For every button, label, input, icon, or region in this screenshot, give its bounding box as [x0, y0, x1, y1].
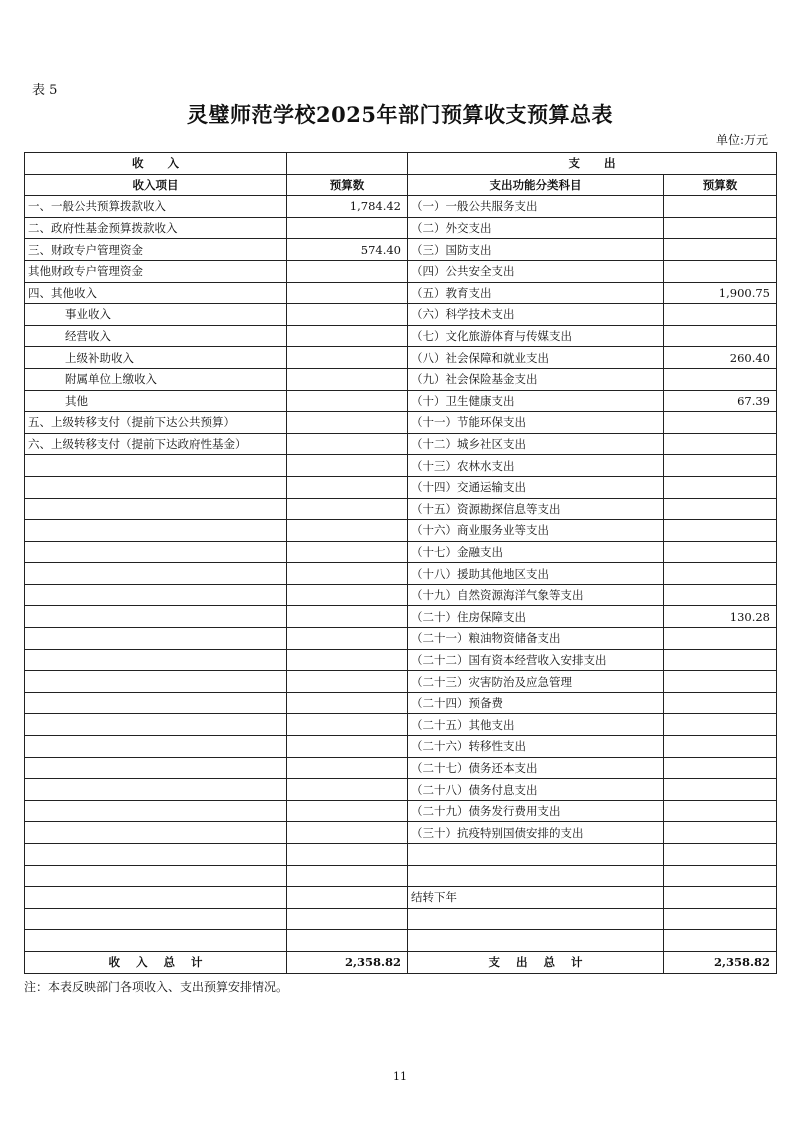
- income-amount-cell: [287, 692, 408, 714]
- expense-item-cell: [408, 930, 664, 952]
- income-item-cell: [25, 649, 287, 671]
- expense-item-cell: （三）国防支出: [408, 239, 664, 261]
- expense-amount-cell: [664, 930, 777, 952]
- expense-item-cell: （十）卫生健康支出: [408, 390, 664, 412]
- expense-item-cell: （二十一）粮油物资储备支出: [408, 628, 664, 650]
- column-header-row: [25, 174, 777, 196]
- income-amount-cell: [287, 606, 408, 628]
- total-row: [25, 951, 777, 973]
- table-row: [25, 692, 777, 714]
- expense-amount-cell: [664, 563, 777, 585]
- table-row: [25, 844, 777, 866]
- income-amount-cell: 1,784.42: [287, 196, 408, 218]
- income-item-cell: [25, 757, 287, 779]
- expense-item-cell: （九）社会保险基金支出: [408, 368, 664, 390]
- expense-item-cell: （七）文化旅游体育与传媒支出: [408, 325, 664, 347]
- expense-item-cell: （二十七）债务还本支出: [408, 757, 664, 779]
- income-item-cell: [25, 520, 287, 542]
- table-row: [25, 347, 777, 369]
- expense-amount-cell: [664, 800, 777, 822]
- expense-amount-cell: 260.40: [664, 347, 777, 369]
- expense-amount-cell: [664, 520, 777, 542]
- income-item-cell: [25, 455, 287, 477]
- expense-item-header: 支出功能分类科目: [408, 174, 664, 196]
- table-row: [25, 606, 777, 628]
- expense-amount-cell: [664, 584, 777, 606]
- expense-amount-cell: [664, 714, 777, 736]
- table-row: [25, 908, 777, 930]
- table-row: [25, 498, 777, 520]
- expense-item-cell: （三十）抗疫特别国债安排的支出: [408, 822, 664, 844]
- income-section-blank: [287, 153, 408, 175]
- table-row: [25, 865, 777, 887]
- income-amount-cell: [287, 779, 408, 801]
- income-amount-cell: [287, 476, 408, 498]
- footnote: 注：本表反映部门各项收入、支出预算安排情况。: [24, 980, 289, 994]
- income-item-cell: [25, 865, 287, 887]
- expense-item-cell: [408, 844, 664, 866]
- expense-item-cell: （二十二）国有资本经营收入安排支出: [408, 649, 664, 671]
- expense-item-cell: （二）外交支出: [408, 217, 664, 239]
- income-amount-cell: [287, 412, 408, 434]
- expense-amount-cell: [664, 887, 777, 909]
- income-amount-cell: [287, 822, 408, 844]
- income-amount-cell: [287, 628, 408, 650]
- table-row: [25, 239, 777, 261]
- expense-amount-cell: [664, 196, 777, 218]
- expense-amount-cell: 130.28: [664, 606, 777, 628]
- total-income-value: 2,358.82: [287, 951, 408, 973]
- expense-item-cell: （一）一般公共服务支出: [408, 196, 664, 218]
- table-row: [25, 757, 777, 779]
- table-row: [25, 390, 777, 412]
- income-amount-cell: [287, 304, 408, 326]
- table-row: [25, 563, 777, 585]
- income-item-cell: 三、财政专户管理资金: [25, 239, 287, 261]
- expense-amount-cell: [664, 412, 777, 434]
- expense-amount-cell: [664, 455, 777, 477]
- income-item-cell: 上级补助收入: [25, 347, 287, 369]
- expense-item-cell: （二十四）预备费: [408, 692, 664, 714]
- expense-amount-cell: [664, 433, 777, 455]
- expense-item-cell: （二十八）债务付息支出: [408, 779, 664, 801]
- income-item-cell: [25, 714, 287, 736]
- expense-amount-cell: [664, 649, 777, 671]
- expense-item-cell: （十一）节能环保支出: [408, 412, 664, 434]
- income-amount-cell: [287, 887, 408, 909]
- expense-item-cell: （二十五）其他支出: [408, 714, 664, 736]
- table-row: [25, 260, 777, 282]
- expense-amount-cell: [664, 822, 777, 844]
- income-amount-cell: [287, 584, 408, 606]
- income-amount-cell: [287, 736, 408, 758]
- expense-amount-cell: [664, 304, 777, 326]
- expense-section-header: 支 出: [408, 153, 777, 175]
- income-amount-cell: [287, 368, 408, 390]
- income-item-cell: 五、上级转移支付（提前下达公共预算）: [25, 412, 287, 434]
- expense-item-cell: （四）公共安全支出: [408, 260, 664, 282]
- income-item-cell: 二、政府性基金预算拨款收入: [25, 217, 287, 239]
- income-amount-cell: [287, 260, 408, 282]
- expense-amount-cell: [664, 779, 777, 801]
- expense-amount-cell: [664, 239, 777, 261]
- table-row: [25, 541, 777, 563]
- table-row: [25, 325, 777, 347]
- expense-item-cell: （二十六）转移性支出: [408, 736, 664, 758]
- income-item-cell: [25, 541, 287, 563]
- expense-item-cell: （十二）城乡社区支出: [408, 433, 664, 455]
- expense-item-cell: （二十三）灾害防治及应急管理: [408, 671, 664, 693]
- total-expense-label: 支 出 总 计: [408, 951, 664, 973]
- expense-amount-cell: [664, 757, 777, 779]
- expense-item-cell: [408, 865, 664, 887]
- income-amount-header: 预算数: [287, 174, 408, 196]
- table-row: [25, 714, 777, 736]
- table-row: [25, 930, 777, 952]
- table-row: [25, 736, 777, 758]
- income-section-header: 收 入: [25, 153, 287, 175]
- income-amount-cell: [287, 563, 408, 585]
- table-row: [25, 196, 777, 218]
- table-row: [25, 520, 777, 542]
- income-item-cell: [25, 606, 287, 628]
- expense-amount-cell: [664, 671, 777, 693]
- table-row: [25, 455, 777, 477]
- income-amount-cell: [287, 520, 408, 542]
- table-row: [25, 282, 777, 304]
- income-item-cell: 一、一般公共预算拨款收入: [25, 196, 287, 218]
- income-item-cell: [25, 844, 287, 866]
- income-item-cell: [25, 584, 287, 606]
- page-title: 灵璧师范学校2025年部门预算收支预算总表: [187, 102, 613, 127]
- income-item-cell: [25, 498, 287, 520]
- table-row: [25, 368, 777, 390]
- income-amount-cell: [287, 649, 408, 671]
- income-item-cell: [25, 800, 287, 822]
- income-item-cell: [25, 563, 287, 585]
- expense-amount-cell: [664, 476, 777, 498]
- income-item-cell: [25, 779, 287, 801]
- income-item-cell: [25, 736, 287, 758]
- income-item-cell: [25, 822, 287, 844]
- expense-amount-cell: [664, 260, 777, 282]
- income-amount-cell: [287, 390, 408, 412]
- income-amount-cell: [287, 455, 408, 477]
- expense-item-cell: （六）科学技术支出: [408, 304, 664, 326]
- table-row: [25, 822, 777, 844]
- income-amount-cell: [287, 671, 408, 693]
- expense-item-cell: [408, 908, 664, 930]
- income-item-cell: 其他财政专户管理资金: [25, 260, 287, 282]
- income-amount-cell: [287, 217, 408, 239]
- budget-summary-table: [24, 152, 777, 974]
- income-amount-cell: 574.40: [287, 239, 408, 261]
- expense-item-cell: （五）教育支出: [408, 282, 664, 304]
- expense-amount-cell: [664, 692, 777, 714]
- expense-amount-cell: [664, 498, 777, 520]
- income-amount-cell: [287, 282, 408, 304]
- income-item-cell: [25, 671, 287, 693]
- total-income-label: 收 入 总 计: [25, 951, 287, 973]
- income-item-cell: 事业收入: [25, 304, 287, 326]
- expense-item-cell: （十六）商业服务业等支出: [408, 520, 664, 542]
- table-row: [25, 433, 777, 455]
- table-row: [25, 584, 777, 606]
- income-item-cell: [25, 628, 287, 650]
- expense-amount-cell: 67.39: [664, 390, 777, 412]
- table-number-label: 表 5: [32, 83, 58, 98]
- income-item-cell: 经营收入: [25, 325, 287, 347]
- income-item-cell: 四、其他收入: [25, 282, 287, 304]
- income-amount-cell: [287, 347, 408, 369]
- unit-label: 单位:万元: [715, 133, 768, 147]
- expense-item-cell: （十四）交通运输支出: [408, 476, 664, 498]
- table-row: [25, 800, 777, 822]
- income-item-cell: [25, 887, 287, 909]
- expense-item-cell: （十三）农林水支出: [408, 455, 664, 477]
- income-amount-cell: [287, 433, 408, 455]
- income-amount-cell: [287, 325, 408, 347]
- expense-item-cell: （十九）自然资源海洋气象等支出: [408, 584, 664, 606]
- expense-item-cell: （十八）援助其他地区支出: [408, 563, 664, 585]
- table-row: [25, 217, 777, 239]
- income-item-cell: 六、上级转移支付（提前下达政府性基金）: [25, 433, 287, 455]
- expense-amount-cell: [664, 325, 777, 347]
- expense-item-cell: （八）社会保障和就业支出: [408, 347, 664, 369]
- income-amount-cell: [287, 844, 408, 866]
- table-row: [25, 649, 777, 671]
- expense-amount-cell: [664, 908, 777, 930]
- expense-amount-cell: [664, 628, 777, 650]
- table-row: [25, 412, 777, 434]
- expense-amount-cell: [664, 736, 777, 758]
- table-row: [25, 887, 777, 909]
- income-item-cell: [25, 692, 287, 714]
- table-row: [25, 779, 777, 801]
- expense-amount-cell: [664, 368, 777, 390]
- expense-amount-header: 预算数: [664, 174, 777, 196]
- expense-item-cell: （十七）金融支出: [408, 541, 664, 563]
- income-item-cell: 其他: [25, 390, 287, 412]
- income-item-cell: [25, 476, 287, 498]
- income-item-cell: [25, 908, 287, 930]
- section-header-row: [25, 153, 777, 175]
- expense-item-cell: （十五）资源勘探信息等支出: [408, 498, 664, 520]
- page-number: 11: [393, 1070, 407, 1083]
- expense-amount-cell: [664, 541, 777, 563]
- expense-amount-cell: 1,900.75: [664, 282, 777, 304]
- expense-item-cell: （二十九）债务发行费用支出: [408, 800, 664, 822]
- table-row: [25, 476, 777, 498]
- expense-amount-cell: [664, 217, 777, 239]
- expense-item-cell: 结转下年: [408, 887, 664, 909]
- expense-amount-cell: [664, 844, 777, 866]
- income-amount-cell: [287, 498, 408, 520]
- income-item-cell: 附属单位上缴收入: [25, 368, 287, 390]
- table-row: [25, 671, 777, 693]
- table-row: [25, 304, 777, 326]
- expense-amount-cell: [664, 865, 777, 887]
- income-amount-cell: [287, 757, 408, 779]
- income-amount-cell: [287, 541, 408, 563]
- income-amount-cell: [287, 908, 408, 930]
- expense-item-cell: （二十）住房保障支出: [408, 606, 664, 628]
- income-amount-cell: [287, 800, 408, 822]
- income-item-header: 收入项目: [25, 174, 287, 196]
- income-amount-cell: [287, 714, 408, 736]
- income-amount-cell: [287, 930, 408, 952]
- total-expense-value: 2,358.82: [664, 951, 777, 973]
- income-amount-cell: [287, 865, 408, 887]
- income-item-cell: [25, 930, 287, 952]
- table-row: [25, 628, 777, 650]
